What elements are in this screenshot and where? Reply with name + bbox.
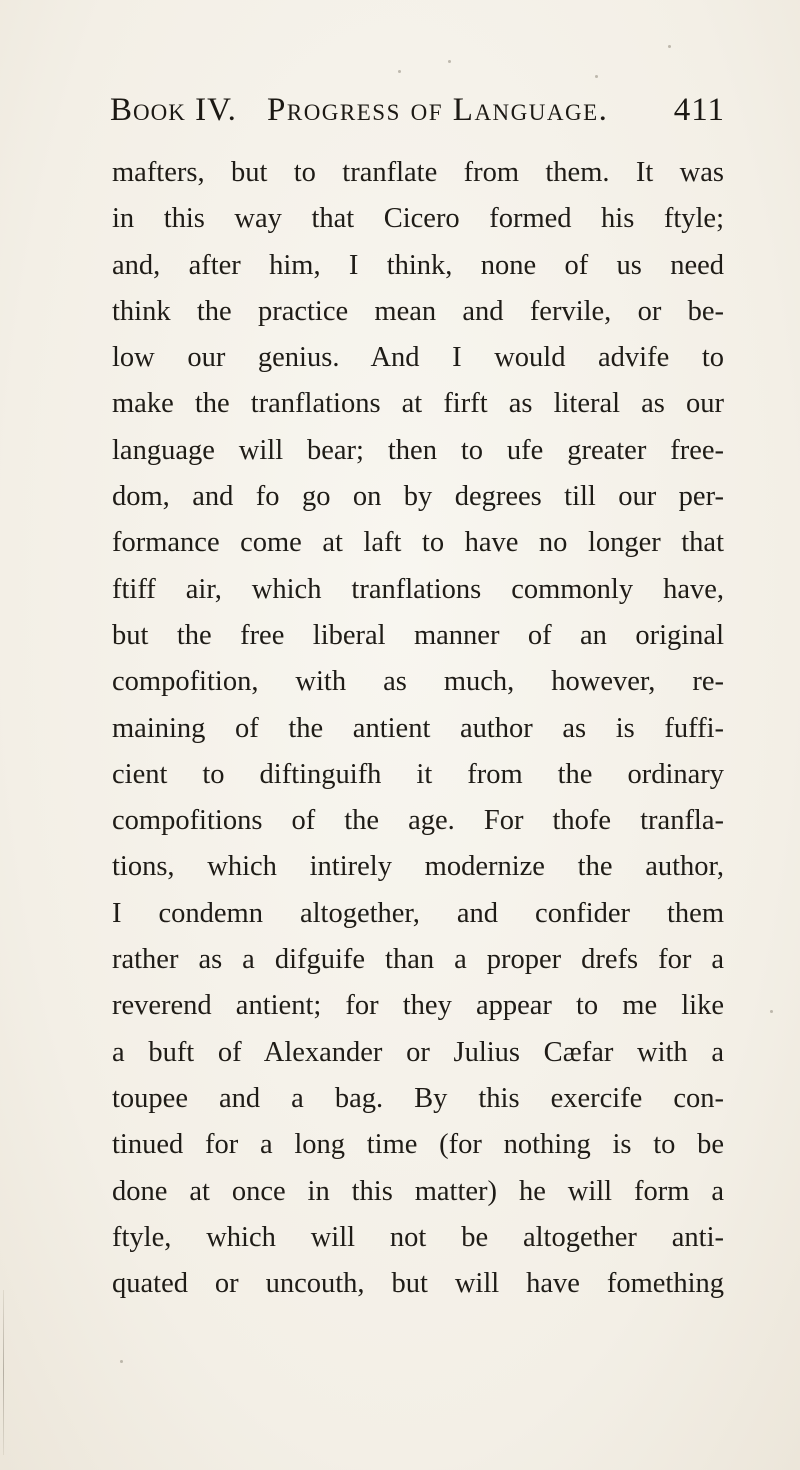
text-line: tions, which intirely modernize the author,	[112, 851, 724, 883]
text-line: and, after him, I think, none of us need	[112, 249, 724, 281]
text-line: compofitions of the age. For thofe tranfla-	[112, 805, 724, 837]
paper-speck	[398, 70, 401, 73]
paper-speck	[120, 1360, 123, 1363]
text-line: mafters, but to tranflate from them. It was	[112, 157, 724, 188]
text-line: I condemn altogether, and confider them	[112, 897, 724, 929]
text-line: maining of the antient author as is fuffi-	[112, 712, 724, 744]
text-line: reverend antient; for they appear to me like	[112, 990, 724, 1022]
text-line: done at once in this matter) he will form a	[112, 1175, 724, 1207]
gutter-shadow	[3, 1290, 4, 1455]
page-number: 411	[673, 92, 725, 128]
text-line: but the free liberal manner of an original	[112, 619, 724, 651]
paper-speck	[595, 75, 598, 78]
text-line: low our genius. And I would advife to	[112, 342, 724, 374]
body-text	[112, 150, 724, 1307]
book-label: Book IV.	[110, 92, 237, 128]
text-line: quated or uncouth, but will have fomething	[112, 1268, 724, 1300]
text-line: a buft of Alexander or Julius Cæfar with a	[112, 1036, 724, 1068]
text-line: tinued for a long time (for nothing is to be	[112, 1129, 724, 1161]
paper-speck	[448, 60, 451, 63]
paper-speck	[668, 45, 671, 48]
text-line: rather as a difguife than a proper drefs for a	[112, 944, 724, 976]
text-line: toupee and a bag. By this exercife con-	[112, 1082, 724, 1114]
text-line: dom, and fo go on by degrees till our per-	[112, 481, 724, 513]
text-line: cient to diftinguifh it from the ordinary	[112, 758, 724, 790]
text-line: compofition, with as much, however, re-	[112, 666, 724, 698]
text-line: in this way that Cicero formed his ftyle;	[112, 203, 724, 235]
text-line: make the tranflations at firft as literal as our	[112, 388, 724, 420]
text-line: think the practice mean and fervile, or be-	[112, 295, 724, 327]
running-header	[110, 92, 725, 136]
chapter-title: Progress of Language.	[267, 92, 609, 128]
paper-speck	[770, 1010, 773, 1013]
text-line: language will bear; then to ufe greater free-	[112, 434, 724, 466]
text-line: ftyle, which will not be altogether anti-	[112, 1221, 724, 1253]
text-line: ftiff air, which tranflations commonly have,	[112, 573, 724, 605]
text-line: formance come at laft to have no longer that	[112, 527, 724, 559]
